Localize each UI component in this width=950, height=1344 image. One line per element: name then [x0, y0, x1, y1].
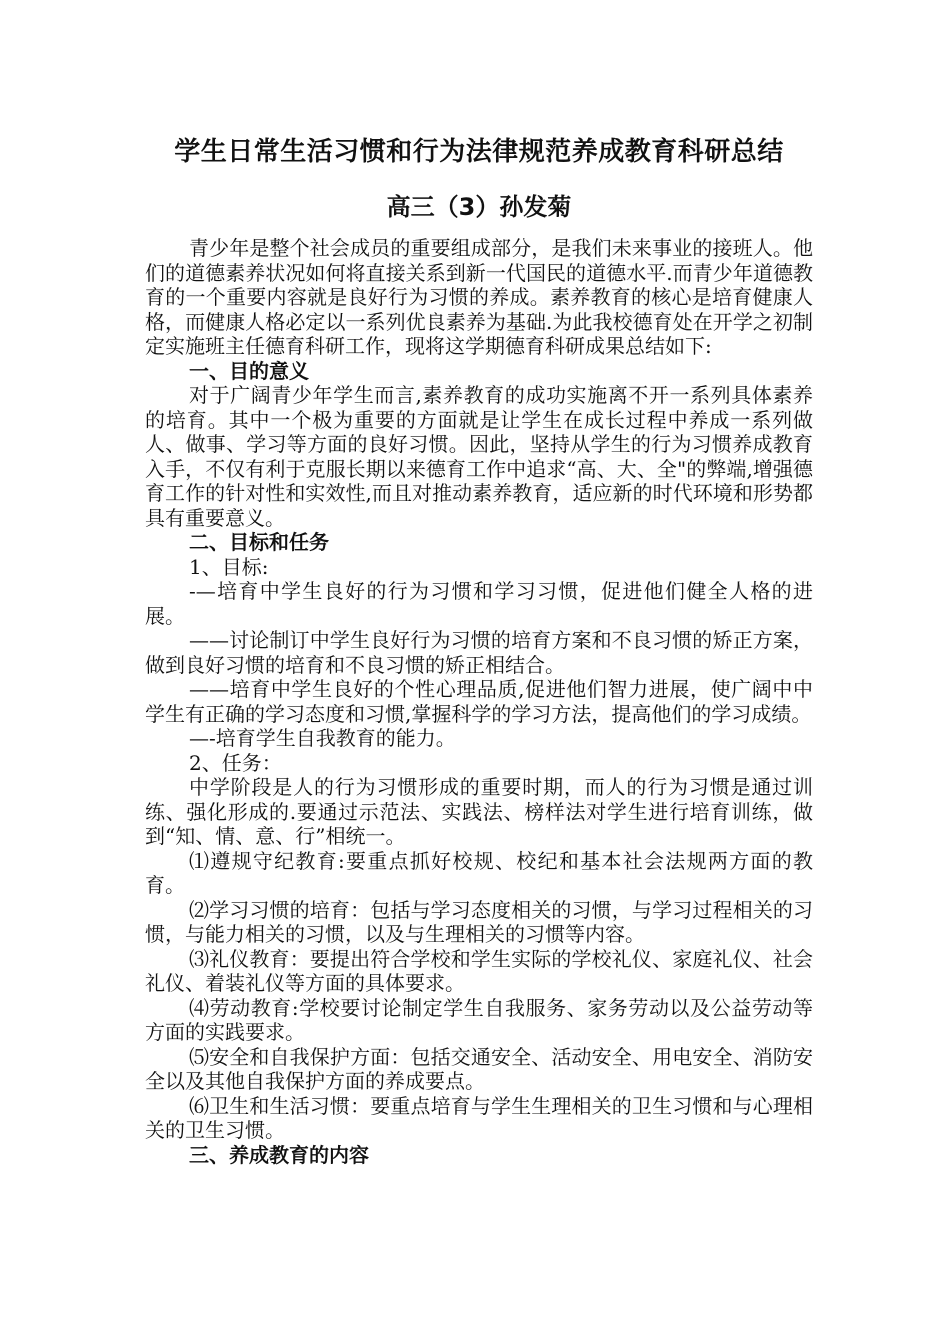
- document-author: 高三（3）孙发菊: [386, 193, 572, 221]
- paragraph-task-5: ⑸安全和自我保护方面：包括交通安全、活动安全、用电安全、消防安全以及其他自我保护方面的养成要点。: [145, 1044, 813, 1093]
- paragraph-goal-1: -—培育中学生良好的行为习惯和学习习惯，促进他们健全人格的进展。: [145, 579, 813, 628]
- paragraph-intro: 青少年是整个社会成员的重要组成部分，是我们未来事业的接班人。他们的道德素养状况如何将直接关系到新一代国民的道德水平.而青少年道德教育的一个重要内容就是良好行为习惯的养成。素养教育的核心是培育健康人格，而健康人格必定以一系列优良素养为基础.为此我校德育处在开学之初制定实施班主任德育科研工作，现将这学期德育科研成果总结如下:: [145, 236, 813, 358]
- paragraph-tasks-intro: 中学阶段是人的行为习惯形成的重要时期，而人的行为习惯是通过训练、强化形成的.要通过示范法、实践法、榜样法对学生进行培育训练，做到“知、情、意、行”相统一。: [145, 775, 813, 848]
- paragraph-goals-label: 1、目标:: [189, 554, 269, 579]
- document-body: [145, 236, 813, 1167]
- paragraph-goal-4: —-培育学生自我教育的能力。: [189, 726, 456, 750]
- paragraph-task-4: ⑷劳动教育:学校要讨论制定学生自我服务、家务劳动以及公益劳动等方面的实践要求。: [145, 995, 813, 1044]
- paragraph-task-6: ⑹卫生和生活习惯：要重点培育与学生生理相关的卫生习惯和与心理相关的卫生习惯。: [145, 1093, 813, 1142]
- section-heading-goals: 二、目标和任务: [189, 530, 329, 554]
- paragraph-purpose: 对于广阔青少年学生而言,素养教育的成功实施离不开一系列具体素养的培育。其中一个极为重要的方面就是让学生在成长过程中养成一系列做人、做事、学习等方面的良好习惯。因此，坚持从学生的行为习惯养成教育入手，不仅有利于克服长期以来德育工作中追求“高、大、全"的弊端,增强德育工作的针对性和实效性,而且对推动素养教育，适应新的时代环境和形势都具有重要意义。: [145, 383, 813, 530]
- paragraph-task-3: ⑶礼仪教育：要提出符合学校和学生实际的学校礼仪、家庭礼仪、社会礼仪、着装礼仪等方面的具体要求。: [145, 946, 813, 995]
- paragraph-goal-3: ——培育中学生良好的个性心理品质,促进他们智力进展，使广阔中中学生有正确的学习态度和习惯,掌握科学的学习方法，提高他们的学习成绩。: [145, 677, 813, 726]
- paragraph-tasks-label: 2、任务：: [189, 750, 282, 775]
- paragraph-task-1: ⑴遵规守纪教育:要重点抓好校规、校纪和基本社会法规两方面的教育。: [145, 848, 813, 897]
- paragraph-task-2: ⑵学习习惯的培育：包括与学习态度相关的习惯，与学习过程相关的习惯，与能力相关的习惯，以及与生理相关的习惯等内容。: [145, 897, 813, 946]
- paragraph-goal-2: ——讨论制订中学生良好行为习惯的培育方案和不良习惯的矫正方案，做到良好习惯的培育和不良习惯的矫正相结合。: [145, 628, 813, 677]
- section-heading-content: 三、养成教育的内容: [189, 1142, 369, 1167]
- document-title: 学生日常生活习惯和行为法律规范养成教育科研总结: [174, 137, 784, 167]
- document-page: [145, 128, 813, 1167]
- section-heading-purpose: 一、目的意义: [189, 358, 309, 383]
